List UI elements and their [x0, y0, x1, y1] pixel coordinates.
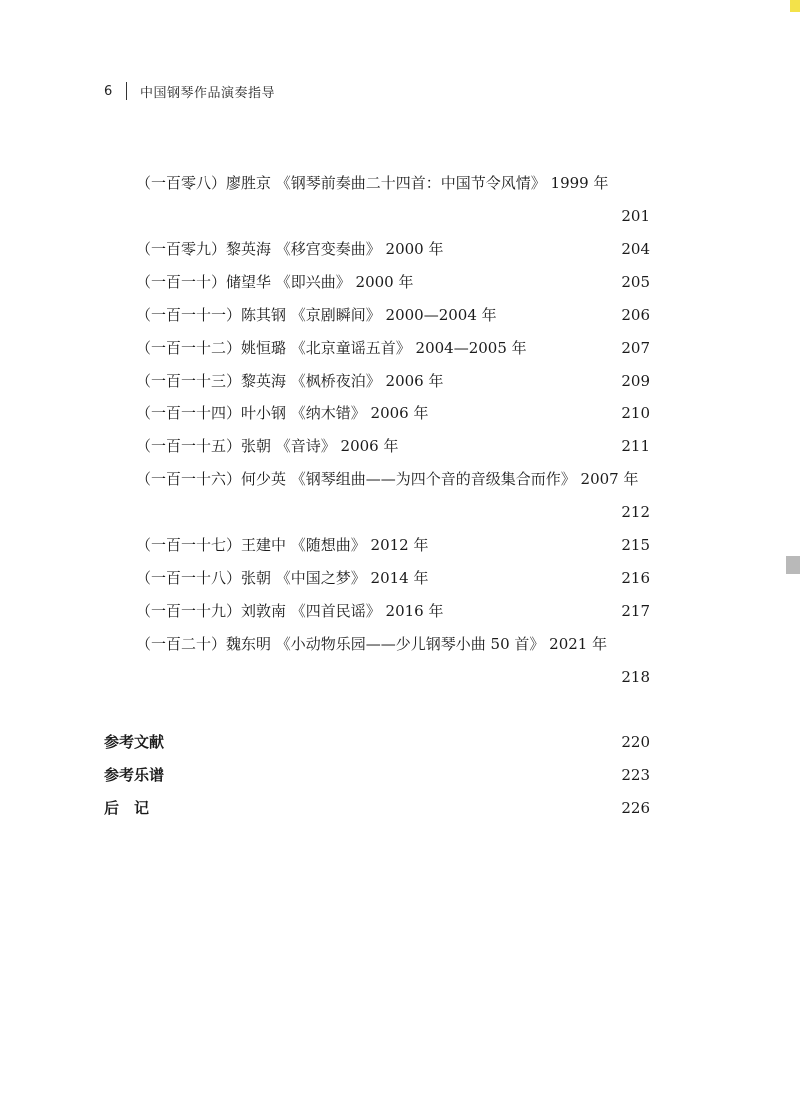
- toc-entry-text: （一百一十九）刘敦南 《四首民谣》 2016 年: [136, 602, 444, 620]
- toc-entry-text: 后 记: [104, 799, 150, 817]
- toc-page-number: 211: [621, 437, 650, 455]
- toc-entry[interactable]: [136, 400, 650, 426]
- toc-entry-text: （一百一十五）张朝 《音诗》 2006 年: [136, 437, 399, 455]
- toc-page-number: 215: [621, 536, 650, 554]
- toc-page-number: 205: [621, 273, 650, 291]
- toc-page-number: 217: [621, 602, 650, 620]
- toc-entry-text: （一百一十三）黎英海 《枫桥夜泊》 2006 年: [136, 372, 444, 390]
- toc-entry-text: （一百一十二）姚恒璐 《北京童谣五首》 2004—2005 年: [136, 339, 527, 357]
- toc-entry-text: （一百一十一）陈其钢 《京剧瞬间》 2000—2004 年: [136, 306, 497, 324]
- toc-entry[interactable]: [136, 466, 650, 492]
- running-header: [104, 80, 275, 102]
- toc-entry[interactable]: [136, 335, 650, 361]
- toc-page-number: 216: [621, 569, 650, 587]
- toc-entry-text: （一百一十六）何少英 《钢琴组曲——为四个音的音级集合而作》 2007 年: [136, 470, 639, 488]
- corner-color-mark: [790, 0, 800, 12]
- header-divider: [126, 82, 127, 100]
- header-page-number: 6: [104, 83, 113, 99]
- toc-page-number: 210: [621, 404, 650, 422]
- toc-entry-text: （一百一十八）张朝 《中国之梦》 2014 年: [136, 569, 429, 587]
- toc-entry[interactable]: [136, 302, 650, 328]
- toc-entry[interactable]: [136, 565, 650, 591]
- toc-entry[interactable]: [136, 598, 650, 624]
- toc-entry[interactable]: [136, 269, 650, 295]
- toc-entry[interactable]: [136, 631, 650, 657]
- toc-page-number: 218: [621, 668, 650, 686]
- toc-entry[interactable]: [136, 236, 650, 262]
- page-edge-tab: [786, 556, 800, 574]
- toc-entry-text: 参考乐谱: [104, 766, 165, 784]
- toc-entry-text: （一百一十七）王建中 《随想曲》 2012 年: [136, 536, 429, 554]
- toc-page-number: 204: [621, 240, 650, 258]
- toc-entry-text: （一百一十）储望华 《即兴曲》 2000 年: [136, 273, 414, 291]
- toc-entry-text: （一百二十）魏东明 《小动物乐园——少儿钢琴小曲 50 首》 2021 年: [136, 635, 608, 653]
- toc-page-number: 220: [621, 733, 650, 751]
- toc-page-number: 206: [621, 306, 650, 324]
- toc-entry-page-line: [136, 499, 650, 525]
- toc-page-number: 223: [621, 766, 650, 784]
- toc-entry-page-line: [136, 664, 650, 690]
- header-book-title: 中国钢琴作品演奏指导: [140, 85, 276, 101]
- toc-page-number: 207: [621, 339, 650, 357]
- toc-page-number: 226: [621, 799, 650, 817]
- toc-entry[interactable]: [136, 532, 650, 558]
- toc-entry-text: （一百零九）黎英海 《移宫变奏曲》 2000 年: [136, 240, 444, 258]
- toc-entry-page-line: [136, 203, 650, 229]
- toc-entry-text: （一百一十四）叶小钢 《纳木错》 2006 年: [136, 404, 429, 422]
- toc-page-number: 209: [621, 372, 650, 390]
- toc-reference-scores[interactable]: [104, 762, 650, 788]
- toc-entry-text: （一百零八）廖胜京 《钢琴前奏曲二十四首：中国节令风情》 1999 年: [136, 174, 609, 192]
- toc-entry[interactable]: [136, 433, 650, 459]
- toc-entry-text: 参考文献: [104, 733, 165, 751]
- toc-entry[interactable]: [136, 368, 650, 394]
- toc-entry[interactable]: [136, 170, 650, 196]
- toc-page-number: 201: [621, 207, 650, 225]
- toc-references[interactable]: [104, 729, 650, 755]
- toc-afterword[interactable]: [104, 795, 650, 821]
- toc-page-number: 212: [621, 503, 650, 521]
